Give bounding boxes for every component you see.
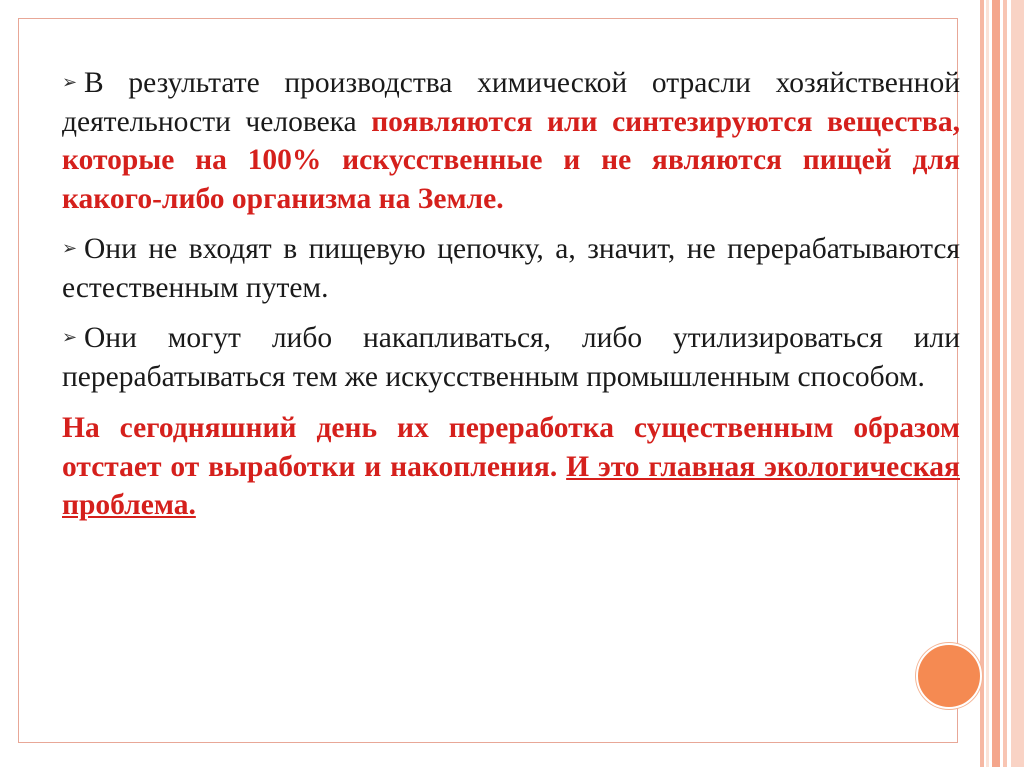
- bullet-text: Они не входят в пищевую цепочку, а, значит, не перерабатываются естественным путем.: [62, 233, 960, 304]
- highlighted-text: появляются или синтезируются вещества, которые на 100% искусственные и не являются пищей для какого-либо организма на Земле.: [62, 105, 960, 215]
- decorative-circle: [916, 643, 982, 709]
- bullet-paragraph-1: [62, 64, 960, 218]
- decorative-stripe: [1003, 0, 1007, 767]
- decorative-stripe: [980, 0, 984, 767]
- decorative-stripe: [986, 0, 989, 767]
- bullet-paragraph-3: [62, 319, 960, 396]
- decorative-stripe: [992, 0, 1000, 767]
- chevron-right-icon: ➢: [62, 72, 78, 93]
- conclusion-text: На сегодняшний день их переработка существенным образом отстает от выработки и накопления.: [62, 412, 960, 483]
- conclusion-paragraph: [62, 409, 960, 525]
- bullet-paragraph-2: [62, 230, 960, 307]
- conclusion-underlined-text: И это главная экологическая проблема.: [62, 450, 960, 521]
- bullet-text: В результате производства химической отрасли хозяйственной деятельности человека: [62, 67, 960, 138]
- chevron-right-icon: ➢: [62, 238, 78, 259]
- chevron-right-icon: ➢: [62, 327, 78, 348]
- slide-content: [62, 64, 960, 537]
- decorative-stripe: [1011, 0, 1024, 767]
- bullet-text: Они могут либо накапливаться, либо утилизироваться или перерабатываться тем же искусственным промышленным способом.: [62, 322, 960, 393]
